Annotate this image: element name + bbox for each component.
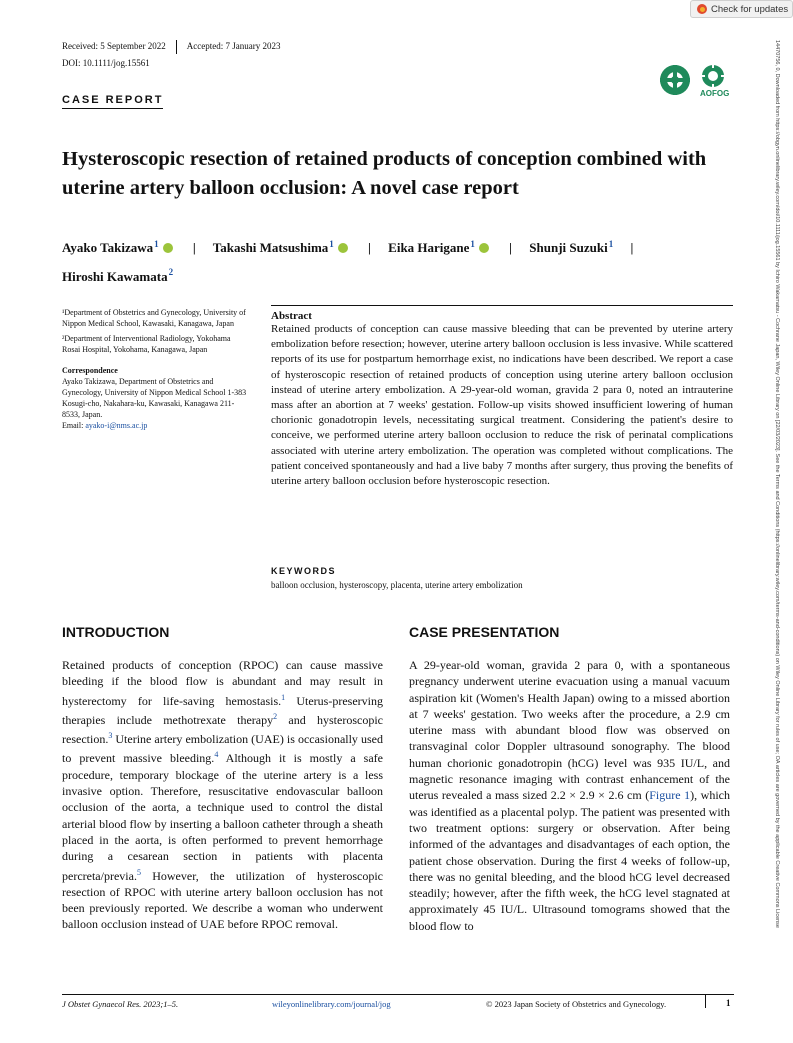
orcid-icon[interactable] (163, 243, 173, 253)
author-separator: | (192, 240, 196, 256)
accepted-date: Accepted: 7 January 2023 (186, 41, 281, 52)
crossmark-icon (697, 4, 707, 14)
reference-link[interactable]: 5 (136, 867, 141, 877)
author[interactable]: Shunji Suzuki$^1$ (529, 239, 614, 256)
author-separator: | (509, 240, 513, 256)
case-heading: CASE PRESENTATION (409, 624, 560, 640)
journal-logo (658, 62, 738, 104)
affiliations (62, 307, 247, 431)
author-separator: | (630, 240, 634, 256)
intro-body: Retained products of conception (RPOC) can cause massive bleeding if the blood flow is abundant and may result in hysterectomy for life-saving hemostasis.$^1$ Uterus-preserving therapies include methotrexate therapy$^2$ and hysteroscopic resection.$^3$ Uterine artery embolization (UAE) is occasionally used to prevent massive bleeding.$^4$ Although it is mostly a safe procedure, temporary blockage of the uterine artery is a less invasive option. Therefore, resuscitative endovascular balloon occlusion of the aorta, a technique used to control the distal arterial blood flow by inserting a balloon catheter through a sheath placed in the aorta, is often performed to prevent hemorrhage during a cesarean section in patients with placenta percreta/previa.$^5$ However, the utilization of hysteroscopic resection of RPOC with uterine artery balloon occlusion has not been previously reported. We describe a woman who underwent balloon occlusion instead of UAE before RPOC removal. (62, 658, 383, 932)
keywords-text: balloon occlusion, hysteroscopy, placenta, uterine artery embolization (271, 580, 523, 590)
download-notice: 14470756, 0, Downloaded from https://obgyn.onlinelibrary.wiley.com/doi/10.1111/jog.15561 by Ichiro Wakamatsu - Cochrane Japan, Wiley Online Library on [22/03/2023]. See the Terms and Conditions (https://onlinelibrary.wiley.com/terms-and-conditions) on Wiley Online Library for rules of use; OA articles are governed by the applicable Creative Commons License (774, 40, 780, 928)
abstract-text: Retained products of conception can cause massive bleeding that can be prevented by uterine artery embolization before resection; however, uterine artery balloon occlusion is less invasive. While scattered reports of its use for postpartum hemorrhage exist, no indications have been described. We report a case of hysteroscopic resection of retained products of conception using uterine artery balloon occlusion instead of uterine artery embolization. A 29-year-old woman, gravida 2 para 0, noted an intrauterine mass after an abortion at 7 weeks' gestation. Follow-up visits showed insufficient lowering of human chorionic gonadotropin levels, necessitating surgical treatment. Considering the patient's desire to conceive, we performed uterine artery balloon occlusion to reduce the risk of perinatal complications associated with uterine artery embolization. The operation was completed without complications. The patient conceived spontaneously and had a live baby 7 months after surgery, thus proving the benefits of uterine artery balloon occlusion before hysteroscopic resection. (271, 323, 733, 488)
keywords-heading: KEYWORDS (271, 566, 337, 576)
affiliation-2: ²Department of Interventional Radiology, Yokohama Rosai Hospital, Yokohama, Kanagawa, Japan (62, 334, 231, 354)
author[interactable]: Takashi Matsushima$^1$ (212, 239, 334, 256)
reference-link[interactable]: 4 (214, 750, 219, 760)
article-dates (62, 40, 280, 54)
case-body: A 29-year-old woman, gravida 2 para 0, with a spontaneous pregnancy underwent uterine evacuation using a manual vacuum aspiration kit (Women's Health Japan) owing to a missed abortion at 7 weeks' gestation. Two weeks after the procedure, a 2.9 cm uterine mass with abundant blood flow was observed on transvaginal color Doppler ultrasound sonography. The blood human chorionic gonadotropin (hCG) level was 935 IU/L, and magnetic resonance imaging with contrast enhancement of the uterus revealed a mass sized 2.2 × 2.9 × 2.6 cm (Figure 1), which was identified as a placental polyp. The patient was presented with two treatment options: surgery or observation. After being informed of the advantages and disadvantages of each option, the patient chose observation. During the first 4 weeks of follow-up, there was no genital bleeding, and the blood hCG level decreased steadily; however, after the fifth week, the hCG level stagnated at approximately 45 IU/L. Ultrasound tomograms showed that the blood flow to (409, 658, 730, 933)
email-link[interactable]: ayako-i@nms.ac.jp (85, 421, 148, 430)
figure-link[interactable]: Figure 1 (649, 788, 691, 803)
footer-url[interactable]: wileyonlinelibrary.com/journal/jog (272, 999, 391, 1009)
check-updates-label: Check for updates (711, 3, 789, 15)
correspondence-email-line: Email: ayako-i@nms.ac.jp (62, 421, 148, 430)
intro-heading: INTRODUCTION (62, 624, 170, 640)
received-date: Received: 5 September 2022 (62, 41, 166, 52)
divider (176, 40, 177, 54)
reference-link[interactable]: 2 (273, 711, 278, 721)
page-number: 1 (726, 998, 731, 1008)
footer-journal: J Obstet Gynaecol Res. 2023;1–5. (62, 999, 179, 1009)
orcid-icon[interactable] (338, 243, 348, 253)
footer-divider (705, 994, 706, 1008)
footer-copyright: © 2023 Japan Society of Obstetrics and Gynecology. (486, 999, 667, 1009)
article-title: Hysteroscopic resection of retained products of conception combined with uterine artery balloon occlusion: A novel case report (62, 148, 707, 199)
correspondence-address: Ayako Takizawa, Department of Obstetrics and Gynecology, University of Nippon Medical School 1-383 Kosugi-cho, Nakahara-ku, Kawasaki, Kanagawa 211-8533, Japan. (62, 377, 247, 419)
abstract-heading: Abstract (271, 310, 312, 322)
author[interactable]: Hiroshi Kawamata$^2$ (62, 267, 174, 284)
author[interactable]: Eika Harigane$^1$ (388, 239, 475, 256)
author-list (62, 232, 752, 289)
reference-link[interactable]: 1 (281, 692, 286, 702)
doi[interactable]: DOI: 10.1111/jog.15561 (62, 58, 150, 68)
footer-rule (62, 994, 734, 995)
logo-text: AOFOG (700, 89, 730, 98)
check-updates-button[interactable] (690, 0, 793, 18)
article-type: CASE REPORT (62, 94, 163, 109)
affiliation-1: ¹Department of Obstetrics and Gynecology, University of Nippon Medical School, Kawasaki, Kanagawa, Japan (62, 308, 246, 328)
orcid-icon[interactable] (479, 243, 489, 253)
author-separator: | (368, 240, 371, 256)
author[interactable]: Ayako Takizawa$^1$ (62, 239, 159, 256)
correspondence-heading: Correspondence (62, 366, 118, 375)
reference-link[interactable]: 3 (108, 731, 113, 741)
abstract (271, 305, 733, 489)
